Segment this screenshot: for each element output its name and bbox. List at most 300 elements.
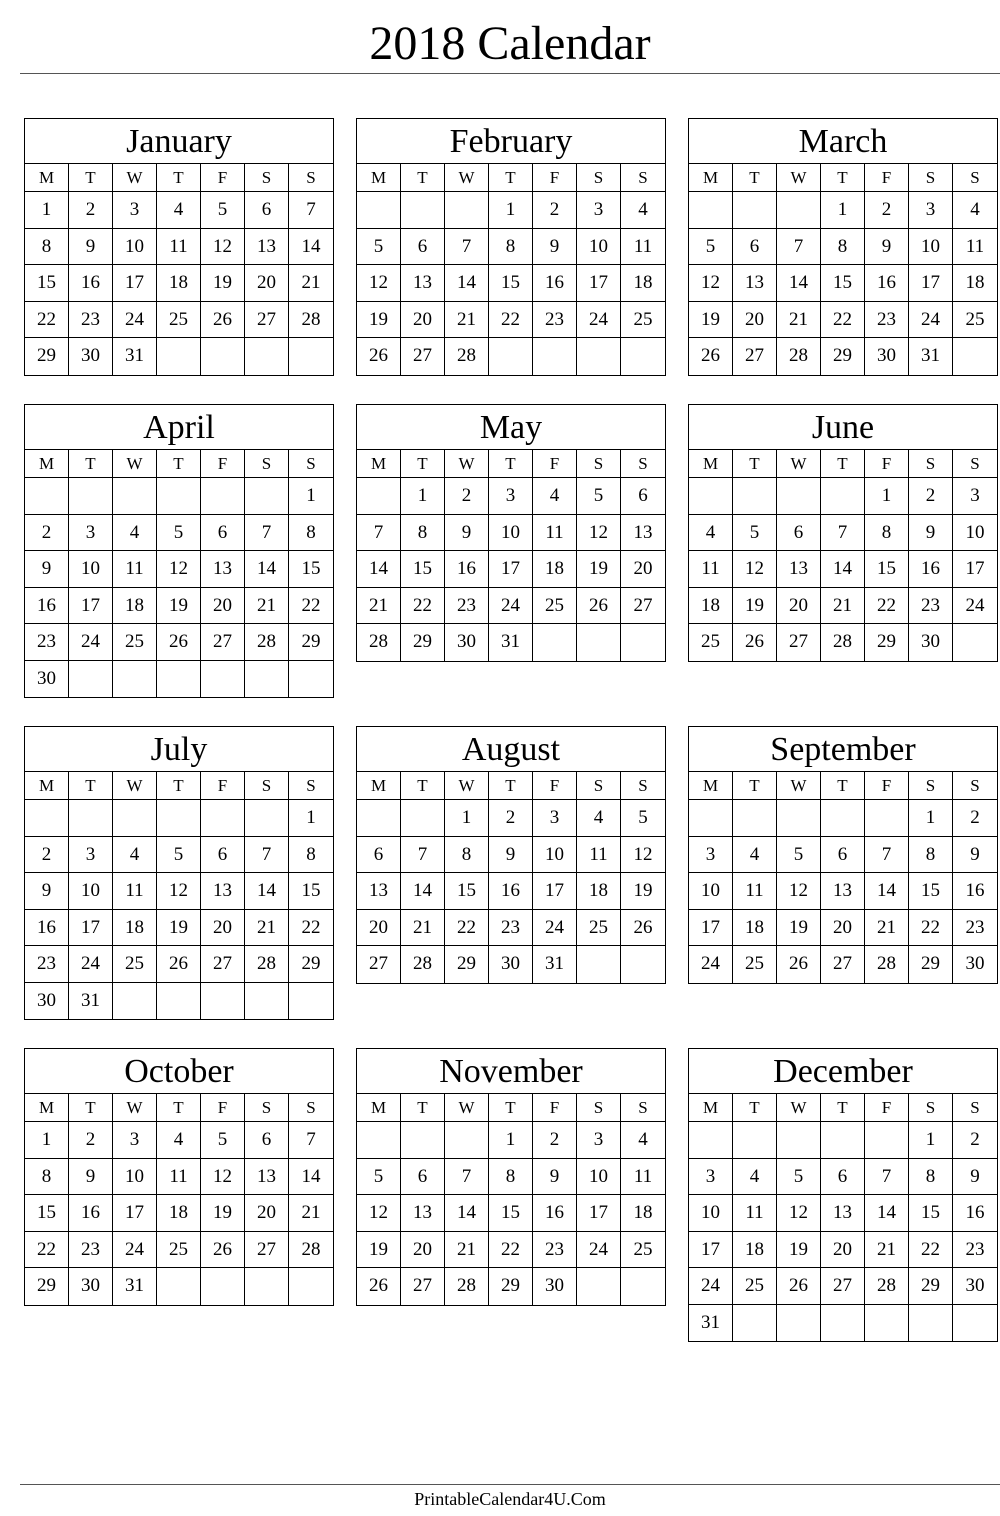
weekday-header: T [821,772,865,800]
day-cell: 16 [533,1195,577,1232]
day-cell: 20 [777,588,821,625]
day-cell: 12 [357,1195,401,1232]
month-days-grid [689,772,997,983]
day-cell: 22 [909,1232,953,1269]
weekday-header: W [445,450,489,478]
month-november [356,1048,666,1306]
day-cell: 15 [489,1195,533,1232]
empty-day-cell [245,338,289,375]
day-cell: 5 [777,1159,821,1196]
day-cell: 19 [689,302,733,339]
day-cell: 7 [865,837,909,874]
title-divider [20,73,1000,74]
empty-day-cell [533,338,577,375]
day-cell: 2 [25,515,69,552]
weekday-header: S [953,450,997,478]
day-cell: 18 [689,588,733,625]
day-cell: 29 [289,624,333,661]
day-cell: 3 [689,837,733,874]
day-cell: 22 [289,588,333,625]
day-cell: 22 [289,910,333,947]
day-cell: 9 [953,1159,997,1196]
day-cell: 27 [777,624,821,661]
weekday-header: W [777,1094,821,1122]
day-cell: 7 [289,192,333,229]
day-cell: 12 [733,551,777,588]
empty-day-cell [245,800,289,837]
month-days-grid [689,164,997,375]
month-january [24,118,334,376]
day-cell: 21 [445,1232,489,1269]
day-cell: 16 [865,265,909,302]
empty-day-cell [289,661,333,698]
weekday-header: T [157,164,201,192]
weekday-header: T [733,450,777,478]
day-cell: 6 [401,229,445,266]
day-cell: 26 [157,624,201,661]
day-cell: 6 [401,1159,445,1196]
weekday-header: T [489,164,533,192]
day-cell: 24 [533,910,577,947]
weekday-header: F [865,1094,909,1122]
day-cell: 4 [113,837,157,874]
empty-day-cell [821,1122,865,1159]
empty-day-cell [777,1122,821,1159]
day-cell: 12 [157,873,201,910]
day-cell: 25 [621,302,665,339]
empty-day-cell [401,1122,445,1159]
day-cell: 11 [157,229,201,266]
empty-day-cell [445,1122,489,1159]
empty-day-cell [621,624,665,661]
day-cell: 8 [289,515,333,552]
day-cell: 16 [533,265,577,302]
day-cell: 6 [821,1159,865,1196]
day-cell: 11 [689,551,733,588]
weekday-header: W [445,1094,489,1122]
empty-day-cell [157,478,201,515]
day-cell: 2 [69,1122,113,1159]
day-cell: 29 [289,946,333,983]
weekday-header: S [289,772,333,800]
day-cell: 13 [401,1195,445,1232]
day-cell: 9 [25,551,69,588]
day-cell: 19 [157,588,201,625]
day-cell: 4 [733,1159,777,1196]
day-cell: 30 [25,661,69,698]
day-cell: 27 [245,1232,289,1269]
weekday-header: F [865,450,909,478]
month-days-grid [357,450,665,661]
day-cell: 12 [621,837,665,874]
day-cell: 11 [953,229,997,266]
day-cell: 26 [733,624,777,661]
day-cell: 17 [689,910,733,947]
day-cell: 4 [621,1122,665,1159]
month-june [688,404,998,662]
weekday-header: S [577,772,621,800]
day-cell: 10 [533,837,577,874]
day-cell: 3 [113,1122,157,1159]
day-cell: 8 [865,515,909,552]
day-cell: 8 [25,229,69,266]
day-cell: 2 [909,478,953,515]
day-cell: 18 [621,1195,665,1232]
day-cell: 1 [489,192,533,229]
weekday-header: T [157,772,201,800]
empty-day-cell [113,478,157,515]
day-cell: 20 [821,910,865,947]
day-cell: 21 [357,588,401,625]
day-cell: 30 [533,1268,577,1305]
day-cell: 20 [201,588,245,625]
day-cell: 1 [445,800,489,837]
weekday-header: S [245,1094,289,1122]
day-cell: 8 [401,515,445,552]
empty-day-cell [357,1122,401,1159]
month-name: February [357,119,665,164]
day-cell: 15 [289,551,333,588]
day-cell: 2 [445,478,489,515]
day-cell: 1 [489,1122,533,1159]
day-cell: 20 [621,551,665,588]
month-name: August [357,727,665,772]
day-cell: 24 [909,302,953,339]
empty-day-cell [201,983,245,1020]
day-cell: 14 [445,265,489,302]
day-cell: 12 [777,873,821,910]
weekday-header: T [401,1094,445,1122]
day-cell: 20 [401,302,445,339]
day-cell: 6 [621,478,665,515]
day-cell: 25 [577,910,621,947]
empty-day-cell [69,661,113,698]
empty-day-cell [25,478,69,515]
weekday-header: T [69,450,113,478]
day-cell: 8 [489,1159,533,1196]
month-days-grid [357,164,665,375]
day-cell: 5 [157,515,201,552]
day-cell: 28 [289,302,333,339]
day-cell: 18 [953,265,997,302]
day-cell: 15 [909,873,953,910]
empty-day-cell [733,192,777,229]
empty-day-cell [245,1268,289,1305]
day-cell: 14 [865,873,909,910]
empty-day-cell [577,338,621,375]
empty-day-cell [401,800,445,837]
weekday-header: T [821,450,865,478]
weekday-header: M [357,1094,401,1122]
day-cell: 14 [289,229,333,266]
day-cell: 20 [401,1232,445,1269]
day-cell: 10 [909,229,953,266]
day-cell: 26 [357,1268,401,1305]
day-cell: 12 [777,1195,821,1232]
weekday-header: S [245,772,289,800]
day-cell: 3 [69,837,113,874]
empty-day-cell [489,338,533,375]
empty-day-cell [621,946,665,983]
day-cell: 29 [25,338,69,375]
day-cell: 15 [401,551,445,588]
empty-day-cell [577,624,621,661]
day-cell: 13 [245,1159,289,1196]
day-cell: 19 [577,551,621,588]
day-cell: 15 [445,873,489,910]
day-cell: 6 [201,837,245,874]
day-cell: 22 [489,302,533,339]
weekday-header: M [25,450,69,478]
weekday-header: W [777,164,821,192]
day-cell: 16 [489,873,533,910]
day-cell: 13 [357,873,401,910]
day-cell: 27 [201,624,245,661]
day-cell: 31 [113,1268,157,1305]
day-cell: 23 [489,910,533,947]
weekday-header: F [201,1094,245,1122]
day-cell: 10 [69,551,113,588]
empty-day-cell [777,800,821,837]
weekday-header: M [689,164,733,192]
day-cell: 26 [357,338,401,375]
day-cell: 29 [821,338,865,375]
day-cell: 10 [489,515,533,552]
weekday-header: W [445,164,489,192]
weekday-header: W [113,164,157,192]
empty-day-cell [113,983,157,1020]
weekday-header: S [289,450,333,478]
day-cell: 1 [401,478,445,515]
day-cell: 29 [865,624,909,661]
day-cell: 12 [577,515,621,552]
day-cell: 30 [909,624,953,661]
day-cell: 24 [113,302,157,339]
day-cell: 8 [289,837,333,874]
day-cell: 1 [865,478,909,515]
day-cell: 30 [69,338,113,375]
day-cell: 28 [357,624,401,661]
weekday-header: S [909,772,953,800]
day-cell: 21 [445,302,489,339]
empty-day-cell [69,800,113,837]
day-cell: 9 [69,229,113,266]
day-cell: 23 [69,1232,113,1269]
day-cell: 22 [909,910,953,947]
day-cell: 9 [25,873,69,910]
day-cell: 4 [113,515,157,552]
day-cell: 25 [533,588,577,625]
day-cell: 13 [201,873,245,910]
day-cell: 9 [69,1159,113,1196]
empty-day-cell [357,192,401,229]
empty-day-cell [25,800,69,837]
weekday-header: M [357,450,401,478]
day-cell: 26 [621,910,665,947]
day-cell: 14 [245,873,289,910]
day-cell: 29 [445,946,489,983]
day-cell: 23 [953,1232,997,1269]
day-cell: 14 [245,551,289,588]
empty-day-cell [245,983,289,1020]
day-cell: 27 [401,338,445,375]
month-days-grid [357,1094,665,1305]
day-cell: 4 [689,515,733,552]
day-cell: 23 [25,624,69,661]
day-cell: 2 [953,1122,997,1159]
day-cell: 26 [777,946,821,983]
empty-day-cell [157,983,201,1020]
weekday-header: M [689,450,733,478]
day-cell: 31 [69,983,113,1020]
weekday-header: W [777,450,821,478]
weekday-header: T [401,772,445,800]
day-cell: 26 [777,1268,821,1305]
day-cell: 6 [245,192,289,229]
day-cell: 3 [113,192,157,229]
weekday-header: T [401,164,445,192]
day-cell: 5 [157,837,201,874]
day-cell: 10 [577,229,621,266]
month-name: October [25,1049,333,1094]
day-cell: 19 [201,265,245,302]
empty-day-cell [865,1305,909,1342]
day-cell: 8 [821,229,865,266]
empty-day-cell [733,1305,777,1342]
day-cell: 18 [733,910,777,947]
day-cell: 7 [245,837,289,874]
day-cell: 7 [445,229,489,266]
day-cell: 11 [733,1195,777,1232]
day-cell: 19 [157,910,201,947]
day-cell: 29 [909,946,953,983]
empty-day-cell [821,1305,865,1342]
day-cell: 24 [113,1232,157,1269]
day-cell: 12 [689,265,733,302]
day-cell: 14 [865,1195,909,1232]
day-cell: 1 [289,478,333,515]
empty-day-cell [157,1268,201,1305]
weekday-header: S [953,1094,997,1122]
empty-day-cell [357,800,401,837]
weekday-header: S [621,1094,665,1122]
day-cell: 26 [157,946,201,983]
day-cell: 16 [953,1195,997,1232]
day-cell: 20 [357,910,401,947]
day-cell: 23 [25,946,69,983]
day-cell: 13 [621,515,665,552]
day-cell: 9 [865,229,909,266]
weekday-header: S [577,450,621,478]
day-cell: 17 [953,551,997,588]
weekday-header: F [201,164,245,192]
day-cell: 10 [113,1159,157,1196]
day-cell: 28 [401,946,445,983]
empty-day-cell [245,661,289,698]
day-cell: 31 [689,1305,733,1342]
day-cell: 5 [201,192,245,229]
weekday-header: W [777,772,821,800]
day-cell: 17 [533,873,577,910]
day-cell: 8 [489,229,533,266]
day-cell: 23 [533,302,577,339]
day-cell: 28 [445,1268,489,1305]
day-cell: 23 [909,588,953,625]
empty-day-cell [289,338,333,375]
page-title: 2018 Calendar [369,17,651,70]
day-cell: 25 [113,624,157,661]
day-cell: 10 [113,229,157,266]
day-cell: 4 [533,478,577,515]
day-cell: 27 [733,338,777,375]
footer-credit: PrintableCalendar4U.Com [414,1489,606,1509]
day-cell: 11 [533,515,577,552]
day-cell: 9 [953,837,997,874]
day-cell: 1 [909,1122,953,1159]
day-cell: 23 [865,302,909,339]
empty-day-cell [689,1122,733,1159]
day-cell: 28 [865,946,909,983]
day-cell: 1 [821,192,865,229]
day-cell: 2 [489,800,533,837]
weekday-header: W [113,450,157,478]
weekday-header: M [357,164,401,192]
day-cell: 6 [733,229,777,266]
day-cell: 5 [577,478,621,515]
day-cell: 7 [245,515,289,552]
weekday-header: W [113,1094,157,1122]
empty-day-cell [865,800,909,837]
day-cell: 22 [489,1232,533,1269]
day-cell: 7 [777,229,821,266]
day-cell: 21 [865,1232,909,1269]
day-cell: 20 [821,1232,865,1269]
day-cell: 28 [865,1268,909,1305]
empty-day-cell [577,1268,621,1305]
day-cell: 3 [69,515,113,552]
month-september [688,726,998,984]
weekday-header: S [621,772,665,800]
month-name: December [689,1049,997,1094]
day-cell: 18 [533,551,577,588]
day-cell: 5 [777,837,821,874]
day-cell: 25 [113,946,157,983]
day-cell: 3 [577,1122,621,1159]
day-cell: 18 [157,265,201,302]
day-cell: 14 [821,551,865,588]
month-name: April [25,405,333,450]
day-cell: 26 [689,338,733,375]
weekday-header: M [689,1094,733,1122]
day-cell: 31 [909,338,953,375]
day-cell: 10 [577,1159,621,1196]
day-cell: 22 [401,588,445,625]
empty-day-cell [157,800,201,837]
month-name: September [689,727,997,772]
day-cell: 9 [533,1159,577,1196]
weekday-header: S [245,164,289,192]
day-cell: 21 [821,588,865,625]
day-cell: 2 [533,192,577,229]
day-cell: 24 [953,588,997,625]
day-cell: 6 [357,837,401,874]
weekday-header: T [733,164,777,192]
day-cell: 5 [733,515,777,552]
weekday-header: S [953,772,997,800]
weekday-header: F [533,772,577,800]
empty-day-cell [953,1305,997,1342]
day-cell: 24 [577,302,621,339]
